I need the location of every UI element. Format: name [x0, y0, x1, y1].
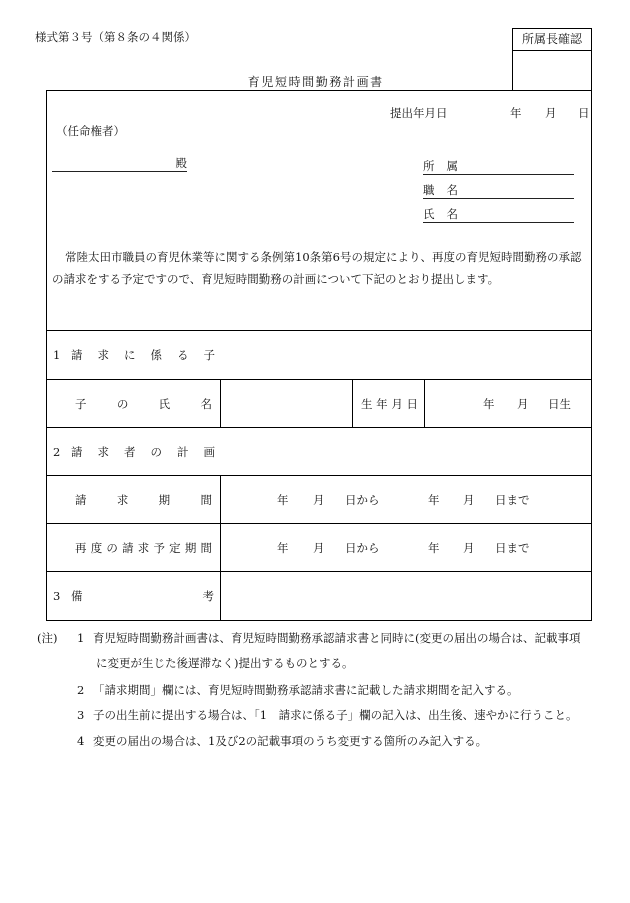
rerequest-period-row — [47, 523, 591, 571]
child-name-input-cell[interactable] — [220, 380, 352, 427]
section-1-number: 1 — [53, 348, 61, 362]
form-number: 様式第３号（第８条の４関係） — [35, 30, 196, 44]
label-char: 月 — [391, 396, 403, 411]
affiliation-field[interactable] — [423, 158, 574, 175]
child-info-row — [47, 379, 591, 427]
section-2-heading — [47, 428, 591, 475]
section-2-number: 2 — [53, 444, 61, 459]
request-period-label — [75, 494, 212, 506]
note-4-line-1: 変更の届出の場合は、1及び2の記載事項のうち変更する箇所のみ記入する。 — [93, 734, 488, 748]
statement-line-2: の請求をする予定ですので、育児短時間勤務の計画について下記のとおり提出します。 — [52, 272, 500, 286]
submission-date — [47, 107, 591, 119]
position-field[interactable] — [423, 182, 574, 199]
label-char: 者 — [124, 444, 136, 459]
notes-heading: (注) — [37, 631, 58, 645]
birth-year-unit: 年 — [483, 396, 495, 411]
document-title: 育児短時間勤務計画書 — [247, 75, 384, 89]
label-char: 求 — [116, 492, 129, 507]
child-name-label-cell — [47, 380, 220, 427]
birth-month-unit: 月 — [517, 396, 529, 411]
applicant-name-label — [423, 208, 458, 220]
note-1-number: 1 — [77, 631, 85, 645]
statement-line-1: 常陸太田市職員の育児休業等に関する条例第10条第6号の規定により、再度の育児短時間勤務の承認 — [65, 250, 582, 264]
reperiod-start-day-unit: 日から — [345, 540, 380, 555]
label-char: 備 — [71, 589, 83, 603]
label-char: の — [150, 444, 162, 459]
section-1-heading-row — [47, 330, 591, 379]
label-char: 求 — [137, 540, 150, 555]
label-char: 期 — [158, 492, 171, 507]
section-2-heading-row — [47, 427, 591, 475]
period-start-year-unit: 年 — [277, 492, 289, 507]
child-name-label — [75, 398, 212, 410]
period-start-month-unit: 月 — [313, 492, 325, 507]
period-end-month-unit: 月 — [463, 492, 475, 507]
note-3-number: 3 — [77, 708, 85, 722]
submission-date-field[interactable] — [452, 107, 590, 119]
label-char: 請 — [71, 444, 83, 459]
affiliation-label — [423, 160, 458, 172]
label-char: 画 — [203, 444, 215, 459]
remarks-label-cell — [47, 572, 220, 620]
reperiod-end-year-unit: 年 — [428, 540, 440, 555]
label-char: る — [177, 348, 189, 362]
label-char: 請 — [71, 348, 83, 362]
label-char: 求 — [97, 444, 109, 459]
honorific-dono: 殿 — [175, 156, 187, 170]
label-char: 日 — [406, 396, 418, 411]
label-char: 所 — [423, 159, 435, 173]
label-char: 子 — [75, 396, 87, 411]
appointer-label: （任命権者） — [56, 124, 125, 138]
reperiod-start-month-unit: 月 — [313, 540, 325, 555]
label-char: 氏 — [158, 396, 171, 411]
label-char: 氏 — [423, 207, 435, 221]
label-char: の — [106, 540, 118, 555]
period-end-year-unit: 年 — [428, 492, 440, 507]
remarks-input-cell[interactable] — [220, 572, 591, 620]
birth-date-label-cell — [352, 380, 424, 427]
rerequest-period-label — [75, 542, 212, 554]
period-end-day-unit: 日まで — [495, 492, 530, 507]
statement-paragraph — [52, 246, 590, 290]
birth-date-input-cell[interactable] — [424, 380, 591, 427]
note-4-number: 4 — [77, 734, 85, 748]
reperiod-end-month-unit: 月 — [463, 540, 475, 555]
label-char: に — [124, 348, 136, 362]
note-1-line-1: 育児短時間勤務計画書は、育児短時間勤務承認請求書と同時に(変更の届出の場合は、記載事項 — [93, 631, 581, 645]
label-char: 求 — [97, 348, 109, 362]
notes — [0, 620, 630, 760]
label-char: 予 — [153, 540, 165, 555]
request-period-input-cell[interactable] — [220, 476, 591, 523]
section-1-title — [71, 349, 215, 361]
label-char: 度 — [90, 540, 103, 555]
reperiod-end-day-unit: 日まで — [495, 540, 530, 555]
period-start-day-unit: 日から — [345, 492, 380, 507]
label-char: 請 — [75, 492, 87, 507]
remarks-row — [47, 571, 591, 620]
supervisor-approval-label: 所属長確認 — [513, 29, 591, 51]
label-char: 名 — [446, 183, 458, 197]
submission-year-unit: 年 — [510, 106, 522, 120]
label-char: 計 — [177, 444, 189, 459]
rerequest-period-input-cell[interactable] — [220, 524, 591, 571]
label-char: 生 — [361, 396, 373, 411]
request-period-label-cell — [47, 476, 220, 523]
label-char: 期 — [184, 540, 197, 555]
label-char: の — [116, 396, 129, 411]
section-2-title — [71, 446, 215, 458]
request-period-row — [47, 475, 591, 523]
note-2-number: 2 — [77, 683, 85, 697]
note-1-line-2: に変更が生じた後遅滞なく)提出するものとする。 — [96, 656, 354, 670]
label-char: 属 — [446, 159, 458, 173]
label-char: 子 — [203, 348, 215, 362]
label-char: 考 — [202, 589, 214, 603]
note-2-line-1: 「請求期間」欄には、育児短時間勤務承認請求書に記載した請求期間を記入する。 — [93, 683, 519, 697]
position-label — [423, 184, 458, 196]
label-char: 名 — [446, 207, 458, 221]
reperiod-start-year-unit: 年 — [277, 540, 289, 555]
label-char: 年 — [376, 396, 388, 411]
applicant-name-field[interactable] — [423, 206, 574, 223]
label-char: 間 — [200, 492, 212, 507]
label-char: 間 — [200, 540, 212, 555]
submission-day-unit: 日 — [578, 106, 590, 120]
label-char: 再 — [75, 540, 87, 555]
section-1-heading — [47, 331, 591, 379]
label-char: 定 — [169, 540, 181, 555]
section-3-number: 3 — [53, 589, 61, 603]
submission-date-label: 提出年月日 — [390, 106, 448, 120]
form-frame — [46, 90, 592, 621]
label-char: 名 — [200, 396, 212, 411]
rerequest-period-label-cell — [47, 524, 220, 571]
submission-month-unit: 月 — [545, 106, 557, 120]
birth-date-label — [361, 398, 418, 410]
label-char: 請 — [122, 540, 134, 555]
appointer-name-field[interactable] — [52, 155, 187, 172]
section-3-title — [71, 590, 214, 602]
note-3-line-1: 子の出生前に提出する場合は、「1 請求に係る子」欄の記入は、出生後、速やかに行うこと。 — [93, 708, 578, 722]
birth-day-unit: 日生 — [548, 396, 571, 411]
label-char: 職 — [423, 183, 435, 197]
label-char: 係 — [150, 348, 162, 362]
